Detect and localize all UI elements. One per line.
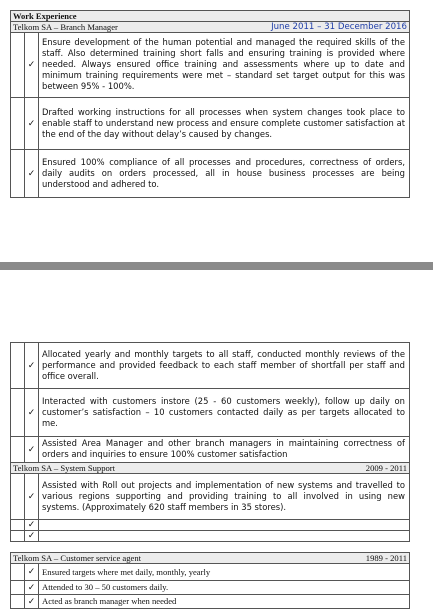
- checkmark-icon: ✓: [25, 343, 39, 389]
- checkmark-icon: ✓: [25, 33, 39, 98]
- table-row: [11, 520, 410, 531]
- table-row: [11, 581, 410, 595]
- table-row: [11, 564, 410, 581]
- checkmark-icon: ✓: [25, 531, 39, 542]
- role-dates: 2009 - 2011: [365, 463, 407, 473]
- checkmark-icon: ✓: [25, 581, 39, 595]
- duty-text: [39, 531, 410, 542]
- table-row: [11, 343, 410, 389]
- duty-text: Ensured targets where met daily, monthly, yearly: [39, 564, 410, 581]
- duty-text: Attended to 30 – 50 customers daily.: [39, 581, 410, 595]
- table-row: [11, 437, 410, 463]
- page-break: [0, 262, 433, 270]
- checkmark-icon: ✓: [25, 437, 39, 463]
- checkmark-icon: ✓: [25, 474, 39, 520]
- table-row: [11, 33, 410, 98]
- duty-text: Interacted with customers instore (25 - 60 customers weekly), follow up daily on customer’s satisfaction – 10 customers contacted daily as per targets allocated to me.: [39, 389, 410, 437]
- duty-text: Ensured 100% compliance of all processes and procedures, correctness of orders, daily audits on orders processed, all in house business processes are being understood and adhered to.: [39, 150, 410, 198]
- section-title: Work Experience: [11, 11, 410, 22]
- table-row: [11, 531, 410, 542]
- document-page-1: [0, 0, 433, 262]
- checkmark-icon: ✓: [25, 150, 39, 198]
- spacer: [11, 542, 410, 553]
- duty-text: Ensure development of the human potential and managed the required skills of the staff. Also determined training short falls and ensuring training is provided where needed. Always ensured office training and assessments where up to date and minimum training requirements were met – standard set target output for this was between 95% - 100%.: [39, 33, 410, 98]
- duty-text: Drafted working instructions for all processes when system changes took place to enable staff to understand new process and ensure complete customer satisfaction at the end of the day without delay’s caused by changes.: [39, 98, 410, 150]
- role-header-system-support: [11, 463, 410, 474]
- role-header-customer-service-agent: [11, 553, 410, 564]
- duty-text: Allocated yearly and monthly targets to all staff, conducted monthly reviews of the performance and provided feedback to each staff member of shortfall per staff and office overall.: [39, 343, 410, 389]
- table-row: [11, 150, 410, 198]
- table-row: [11, 595, 410, 609]
- checkmark-icon: ✓: [25, 389, 39, 437]
- duty-text: Acted as branch manager when needed: [39, 595, 410, 609]
- checkmark-icon: ✓: [25, 520, 39, 531]
- role-dates: June 2011 – 31 December 2016: [271, 22, 407, 32]
- duty-text: Assisted with Roll out projects and implementation of new systems and travelled to various regions supporting and providing training to all involved in using new systems. (Approximately 620 staff members in 35 stores).: [39, 474, 410, 520]
- role-title: Telkom SA – Branch Manager: [13, 22, 118, 32]
- table-row: [11, 474, 410, 520]
- checkmark-icon: ✓: [25, 564, 39, 581]
- table-row: [11, 389, 410, 437]
- table-row: [11, 98, 410, 150]
- role-title: Telkom SA – Customer service agent: [13, 553, 142, 563]
- work-experience-table-1: [10, 10, 410, 198]
- duty-text: Assisted Area Manager and other branch managers in maintaining correctness of orders and inquiries to ensure 100% customer satisfaction: [39, 437, 410, 463]
- duty-text: [39, 520, 410, 531]
- role-dates: 1989 - 2011: [365, 553, 407, 563]
- checkmark-icon: ✓: [25, 98, 39, 150]
- role-header-branch-manager: [11, 22, 410, 33]
- role-title: Telkom SA – System Support: [13, 463, 116, 473]
- work-experience-table-2: [10, 342, 410, 609]
- checkmark-icon: ✓: [25, 595, 39, 609]
- document-page-2: [0, 270, 433, 611]
